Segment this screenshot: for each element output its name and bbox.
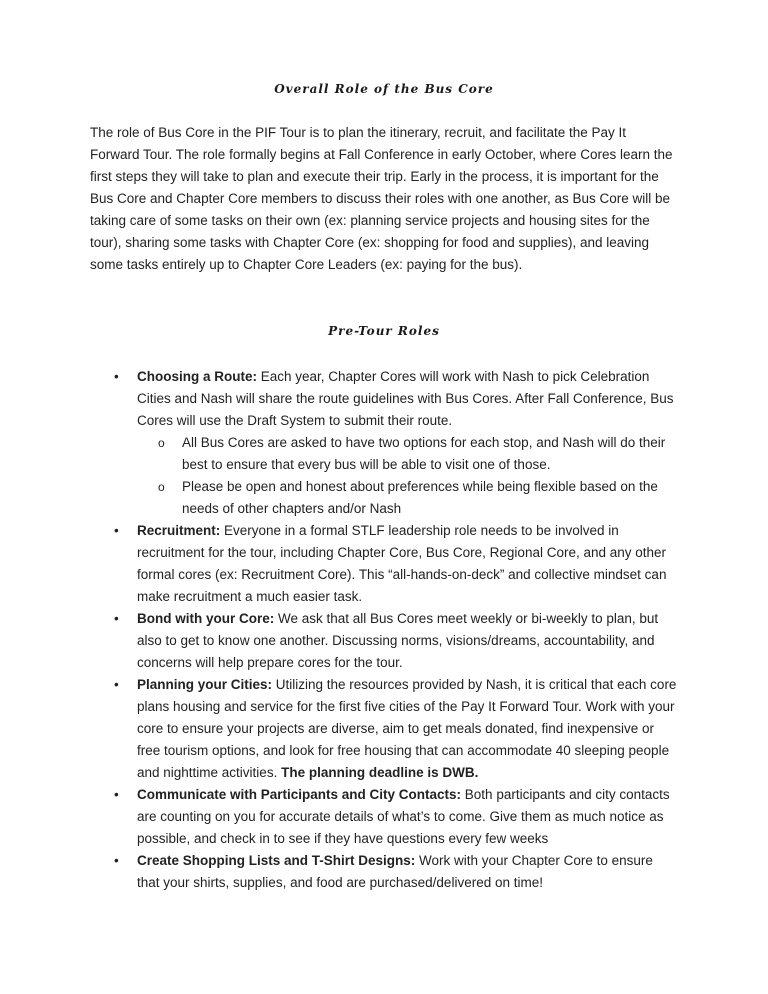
pre-tour-roles-list: [90, 366, 678, 894]
bullet-text: [137, 787, 670, 846]
sub-list: [137, 432, 678, 520]
bold-text-segment: Planning your Cities:: [137, 677, 276, 692]
bullet-text: [137, 677, 676, 780]
text-segment: Both participants and city contacts are counting on you for accurate details of what’s to come. Give them as much notice as possible, and check in to see if they have questions every few weeks: [137, 787, 670, 846]
sub-list-item: [137, 432, 678, 476]
bold-text-segment: Choosing a Route:: [137, 369, 261, 384]
list-item: [90, 850, 678, 894]
section-title-overall-role: Overall Role of the Bus Core: [274, 82, 494, 96]
text-segment: Everyone in a formal STLF leadership role needs to be involved in recruitment for the tour, including Chapter Core, Bus Core, Regional Core, and any other formal cores (ex: Recruitment Core). This “all-hands-on-deck” and collective mindset can make recruitment a much easier task.: [137, 523, 667, 604]
bold-text-segment: The planning deadline is DWB.: [281, 765, 479, 780]
section-title-pre-tour-roles: Pre-Tour Roles: [328, 324, 440, 338]
text-segment: Each year, Chapter Cores will work with Nash to pick Celebration Cities and Nash will share the route guidelines with Bus Cores. After Fall Conference, Bus Cores will use the Draft System to submit their route.: [137, 369, 674, 428]
text-segment: All Bus Cores are asked to have two options for each stop, and Nash will do their best to ensure that every bus will be able to visit one of those.: [182, 435, 666, 472]
text-segment: Please be open and honest about preferences while being flexible based on the needs of other chapters and/or Nash: [182, 479, 658, 516]
list-item: [90, 674, 678, 784]
list-item: [90, 520, 678, 608]
bold-text-segment: Create Shopping Lists and T-Shirt Designs:: [137, 853, 420, 868]
list-item: [90, 366, 678, 520]
list-item: [90, 784, 678, 850]
bullet-text: [137, 853, 653, 890]
bold-text-segment: Communicate with Participants and City Contacts:: [137, 787, 465, 802]
text-segment: Utilizing the resources provided by Nash, it is critical that each core plans housing and service for the first five cities of the Pay It Forward Tour. Work with your core to ensure your projects are diverse, aim to get meals donated, find inexpensive or free tourism options, and look for free housing that can accommodate 40 sleeping people and nighttime activities.: [137, 677, 677, 780]
intro-paragraph: The role of Bus Core in the PIF Tour is to plan the itinerary, recruit, and facilitate the Pay It Forward Tour. The role formally begins at Fall Conference in early October, where Cores learn the first steps they will take to plan and execute their trip. Early in the process, it is important for the Bus Core and Chapter Core members to discuss their roles with one another, as Bus Core will be taking care of some tasks on their own (ex: planning service projects and housing sites for the tour), sharing some tasks with Chapter Core (ex: shopping for food and supplies), and leaving some tasks entirely up to Chapter Core Leaders (ex: paying for the bus).: [90, 125, 673, 272]
text-segment: Work with your Chapter Core to ensure that your shirts, supplies, and food are purchased/delivered on time!: [137, 853, 653, 890]
bullet-text: [137, 523, 666, 604]
bullet-text: [137, 369, 674, 428]
bold-text-segment: Bond with your Core:: [137, 611, 278, 626]
sub-list-item: [137, 476, 678, 520]
list-item: [90, 608, 678, 674]
text-segment: We ask that all Bus Cores meet weekly or bi-weekly to plan, but also to get to know one another. Discussing norms, visions/dreams, accountability, and concerns will help prepare cores for the tour.: [137, 611, 659, 670]
bullet-text: [137, 611, 658, 670]
bold-text-segment: Recruitment:: [137, 523, 225, 538]
